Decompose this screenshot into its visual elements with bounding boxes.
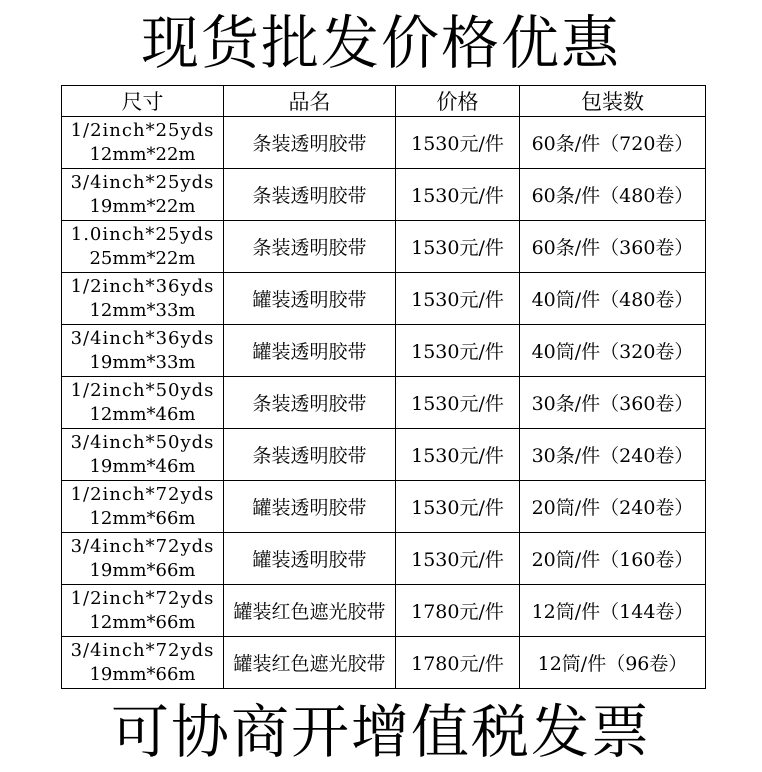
table-row: [62, 637, 706, 689]
product-cell: 罐装红色遮光胶带: [224, 585, 396, 637]
product-cell: 罐装透明胶带: [224, 273, 396, 325]
header-size: 尺寸: [62, 86, 224, 117]
size-inch: 3/4inch*72yds: [70, 535, 215, 557]
header-packing: 包装数: [520, 86, 706, 117]
size-inch: 3/4inch*36yds: [70, 327, 215, 349]
size-cell: [62, 221, 224, 273]
table-row: [62, 533, 706, 585]
size-metric: 12mm*46m: [89, 403, 196, 425]
size-cell: [62, 481, 224, 533]
size-inch: 1/2inch*50yds: [70, 379, 215, 401]
size-cell: [62, 533, 224, 585]
price-table: [61, 85, 706, 689]
product-cell: 条装透明胶带: [224, 221, 396, 273]
header-product: 品名: [224, 86, 396, 117]
size-metric: 12mm*22m: [89, 143, 196, 165]
size-cell: [62, 273, 224, 325]
price-cell: 1530元/件: [396, 273, 520, 325]
packing-cell: 40筒/件（320卷）: [520, 325, 706, 377]
price-cell: 1530元/件: [396, 169, 520, 221]
packing-cell: 30条/件（240卷）: [520, 429, 706, 481]
table-row: [62, 585, 706, 637]
size-cell: [62, 377, 224, 429]
size-cell: [62, 637, 224, 689]
packing-cell: 20筒/件（240卷）: [520, 481, 706, 533]
price-cell: 1530元/件: [396, 481, 520, 533]
packing-cell: 60条/件（720卷）: [520, 117, 706, 169]
price-cell: 1780元/件: [396, 637, 520, 689]
size-metric: 25mm*22m: [89, 247, 196, 269]
table-row: [62, 325, 706, 377]
size-cell: [62, 117, 224, 169]
price-cell: 1530元/件: [396, 117, 520, 169]
header-price: 价格: [396, 86, 520, 117]
product-cell: 条装透明胶带: [224, 429, 396, 481]
table-header-row: [62, 86, 706, 117]
size-metric: 12mm*66m: [89, 507, 196, 529]
price-cell: 1530元/件: [396, 325, 520, 377]
packing-cell: 12筒/件（144卷）: [520, 585, 706, 637]
size-inch: 3/4inch*25yds: [70, 171, 215, 193]
size-inch: 3/4inch*72yds: [70, 639, 215, 661]
size-metric: 19mm*66m: [89, 559, 196, 581]
packing-cell: 12筒/件（96卷）: [520, 637, 706, 689]
size-cell: [62, 325, 224, 377]
product-cell: 条装透明胶带: [224, 377, 396, 429]
table-row: [62, 429, 706, 481]
size-inch: 1.0inch*25yds: [70, 223, 215, 245]
size-metric: 19mm*46m: [89, 455, 196, 477]
product-cell: 条装透明胶带: [224, 117, 396, 169]
page-title: 现货批发价格优惠: [140, 9, 621, 77]
table-row: [62, 169, 706, 221]
packing-cell: 40筒/件（480卷）: [520, 273, 706, 325]
product-cell: 罐装透明胶带: [224, 325, 396, 377]
invoice-note: 可协商开增值税发票: [110, 698, 651, 766]
size-metric: 19mm*33m: [89, 351, 196, 373]
table-row: [62, 273, 706, 325]
product-cell: 罐装红色遮光胶带: [224, 637, 396, 689]
price-cell: 1530元/件: [396, 221, 520, 273]
product-cell: 罐装透明胶带: [224, 481, 396, 533]
price-cell: 1780元/件: [396, 585, 520, 637]
size-cell: [62, 429, 224, 481]
packing-cell: 30条/件（360卷）: [520, 377, 706, 429]
size-metric: 19mm*66m: [89, 663, 196, 685]
size-metric: 12mm*66m: [89, 611, 196, 633]
packing-cell: 60条/件（480卷）: [520, 169, 706, 221]
size-metric: 12mm*33m: [89, 299, 196, 321]
size-cell: [62, 585, 224, 637]
price-cell: 1530元/件: [396, 377, 520, 429]
table-row: [62, 221, 706, 273]
table-row: [62, 117, 706, 169]
size-inch: 1/2inch*36yds: [70, 275, 215, 297]
product-cell: 罐装透明胶带: [224, 533, 396, 585]
size-inch: 3/4inch*50yds: [70, 431, 215, 453]
size-inch: 1/2inch*72yds: [70, 483, 215, 505]
packing-cell: 20筒/件（160卷）: [520, 533, 706, 585]
size-inch: 1/2inch*25yds: [70, 119, 215, 141]
size-inch: 1/2inch*72yds: [70, 587, 215, 609]
packing-cell: 60条/件（360卷）: [520, 221, 706, 273]
table-row: [62, 481, 706, 533]
product-cell: 条装透明胶带: [224, 169, 396, 221]
price-cell: 1530元/件: [396, 429, 520, 481]
size-metric: 19mm*22m: [89, 195, 196, 217]
price-cell: 1530元/件: [396, 533, 520, 585]
size-cell: [62, 169, 224, 221]
table-row: [62, 377, 706, 429]
